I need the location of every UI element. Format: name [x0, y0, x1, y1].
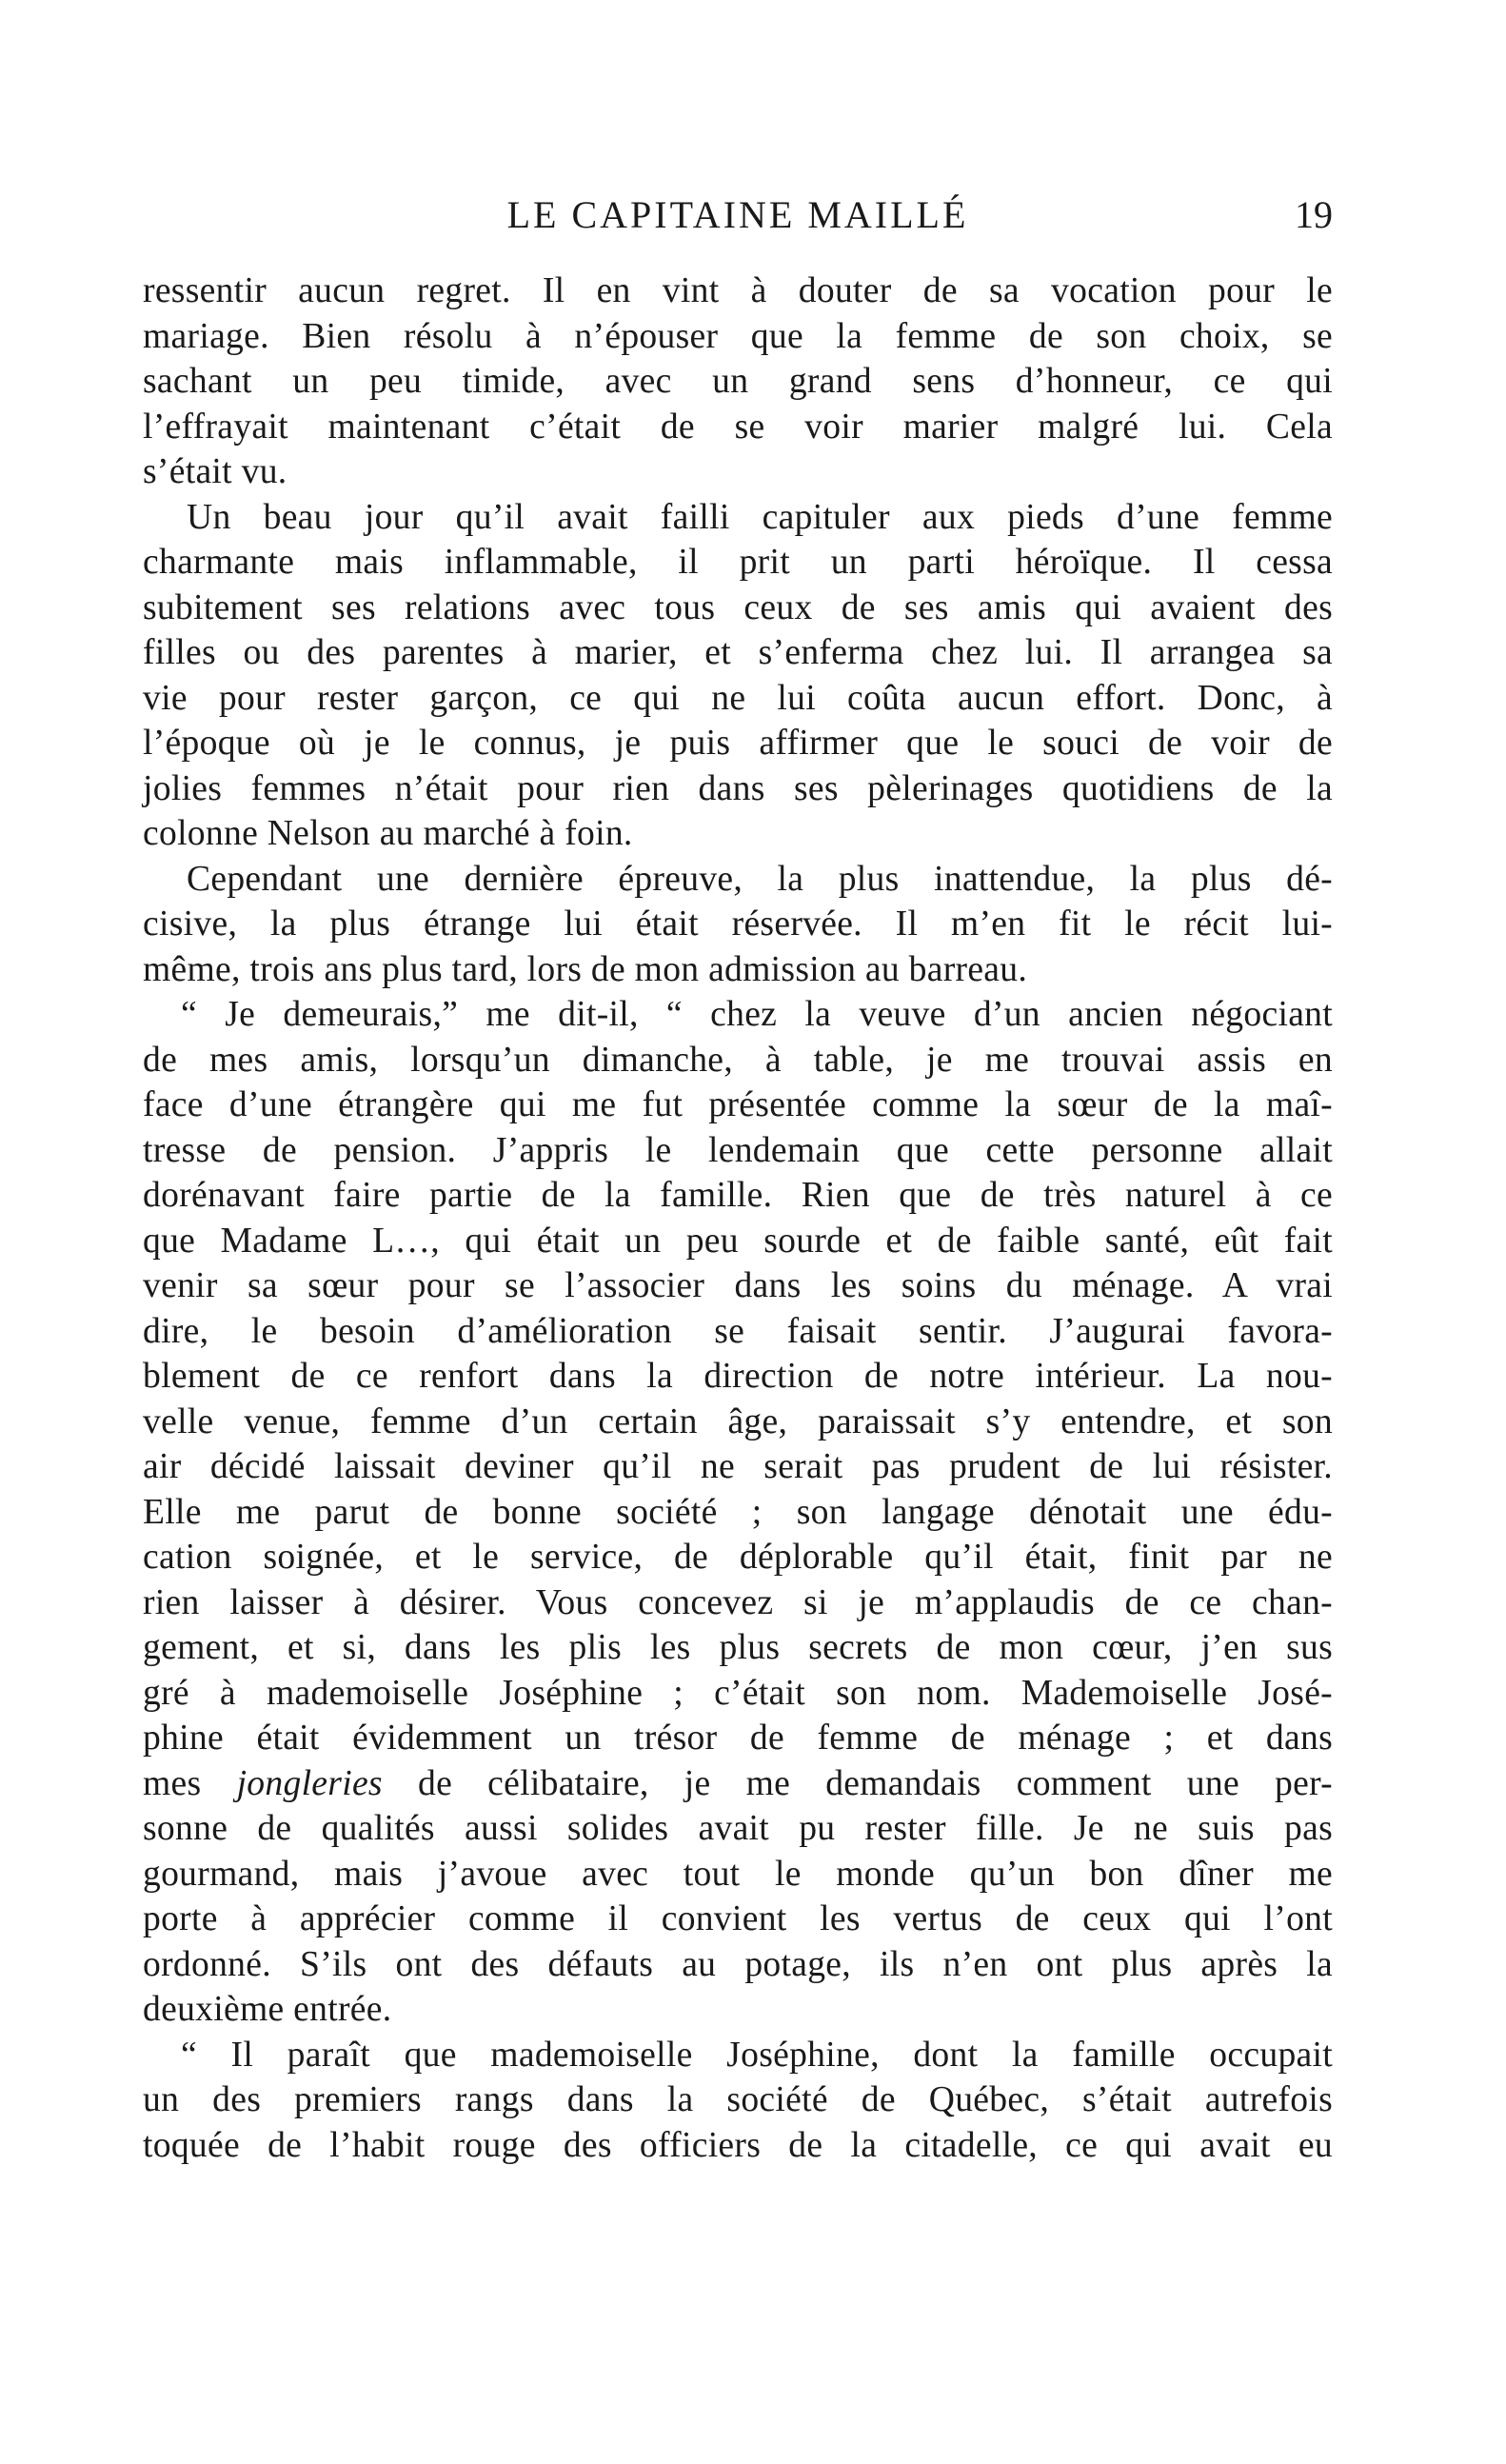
paragraph-1 [143, 268, 1333, 495]
text-line: subitement ses relations avec tous ceux de ses amis qui avaient des [143, 587, 1333, 627]
text-line: air décidé laissait deviner qu’il ne serait pas prudent de lui résister. [143, 1447, 1333, 1486]
text-line: “ Je demeurais,” me dit-il, “ chez la veuve d’un ancien négociant [181, 995, 1333, 1034]
text-line: face d’une étrangère qui me fut présentée comme la sœur de la maî- [143, 1085, 1333, 1124]
italic-word: jongleries [236, 1763, 383, 1803]
text-line: Cependant une dernière épreuve, la plus inattendue, la plus dé- [187, 859, 1333, 899]
text-line: dire, le besoin d’amélioration se faisait sentir. J’augurai favora- [143, 1311, 1333, 1351]
text-line: l’époque où je le connus, je puis affirmer que le souci de voir de [143, 724, 1333, 763]
text-line: Un beau jour qu’il avait failli capituler aux pieds d’une femme [187, 497, 1333, 537]
text-line: Elle me parut de bonne société ; son langage dénotait une édu- [143, 1492, 1333, 1532]
page-number: 19 [1295, 193, 1333, 236]
text-line: gement, et si, dans les plis les plus secrets de mon cœur, j’en sus [143, 1628, 1333, 1667]
text-line: gré à mademoiselle Joséphine ; c’était son nom. Mademoiselle José- [143, 1673, 1333, 1713]
text-fragment: mes [143, 1763, 202, 1803]
text-line: venir sa sœur pour se l’associer dans les soins du ménage. A vrai [143, 1266, 1333, 1305]
text-line: cation soignée, et le service, de déplorable qu’il était, finit par ne [143, 1538, 1333, 1577]
text-line: jolies femmes n’était pour rien dans ses pèlerinages quotidiens de la [143, 768, 1333, 808]
text-line: filles ou des parentes à marier, et s’enferma chez lui. Il arrangea sa [143, 633, 1333, 672]
text-line: s’était vu. [143, 452, 287, 491]
running-head [143, 187, 1333, 244]
text-line: que Madame L…, qui était un peu sourde et de faible santé, eût fait [143, 1221, 1333, 1261]
text-line: toquée de l’habit rouge des officiers de la citadelle, ce qui avait eu [143, 2125, 1333, 2165]
text-line: ordonné. S’ils ont des défauts au potage, ils n’en ont plus après la [143, 1944, 1333, 1984]
paragraph-5 [143, 2033, 1333, 2169]
text-line: dorénavant faire partie de la famille. Rien que de très naturel à ce [143, 1176, 1333, 1215]
paragraph-4 [143, 992, 1333, 2033]
text-line: phine était évidemment un trésor de femme de ménage ; et dans [143, 1719, 1333, 1758]
text-line: cisive, la plus étrange lui était réservée. Il m’en fit le récit lui- [143, 904, 1333, 944]
text-line: blement de ce renfort dans la direction de notre intérieur. La nou- [143, 1357, 1333, 1396]
text-line: tresse de pension. J’appris le lendemain que cette personne allait [143, 1130, 1333, 1170]
text-line: de mes amis, lorsqu’un dimanche, à table, je me trouvai assis en [143, 1040, 1333, 1080]
text-line: sachant un peu timide, avec un grand sens d’honneur, ce qui [143, 362, 1333, 401]
text-line: l’effrayait maintenant c’était de se voir marier malgré lui. Cela [143, 407, 1333, 447]
text-line: “ Il paraît que mademoiselle Joséphine, dont la famille occupait [181, 2035, 1333, 2075]
text-fragment: de célibataire, je me demandais comment une per- [417, 1763, 1333, 1803]
text-line: deuxième entrée. [143, 1990, 392, 2029]
text-line: rien laisser à désirer. Vous concevez si je m’applaudis de ce chan- [143, 1582, 1333, 1622]
text-line: gourmand, mais j’avoue avec tout le monde qu’un bon dîner me [143, 1854, 1333, 1894]
text-line: même, trois ans plus tard, lors de mon admission au barreau. [143, 949, 1028, 989]
text-line: porte à apprécier comme il convient les vertus de ceux qui l’ont [143, 1899, 1333, 1938]
text-line: colonne Nelson au marché à foin. [143, 814, 633, 853]
text-line: sonne de qualités aussi solides avait pu rester fille. Je ne suis pas [143, 1809, 1333, 1848]
running-title: LE CAPITAINE MAILLÉ [506, 193, 969, 236]
text-line: un des premiers rangs dans la société de Québec, s’était autrefois [143, 2080, 1333, 2119]
text-line: mariage. Bien résolu à n’épouser que la femme de son choix, se [143, 316, 1333, 356]
text-line: ressentir aucun regret. Il en vint à douter de sa vocation pour le [143, 271, 1333, 310]
paragraph-2 [143, 495, 1333, 857]
paragraph-3 [143, 857, 1333, 993]
text-line: charmante mais inflammable, il prit un parti héroïque. Il cessa [143, 543, 1333, 582]
text-body [143, 268, 1333, 2168]
text-line: vie pour rester garçon, ce qui ne lui coûta aucun effort. Donc, à [143, 678, 1333, 718]
text-line-mixed [143, 1761, 1333, 1807]
text-line: velle venue, femme d’un certain âge, paraissait s’y entendre, et son [143, 1401, 1333, 1441]
